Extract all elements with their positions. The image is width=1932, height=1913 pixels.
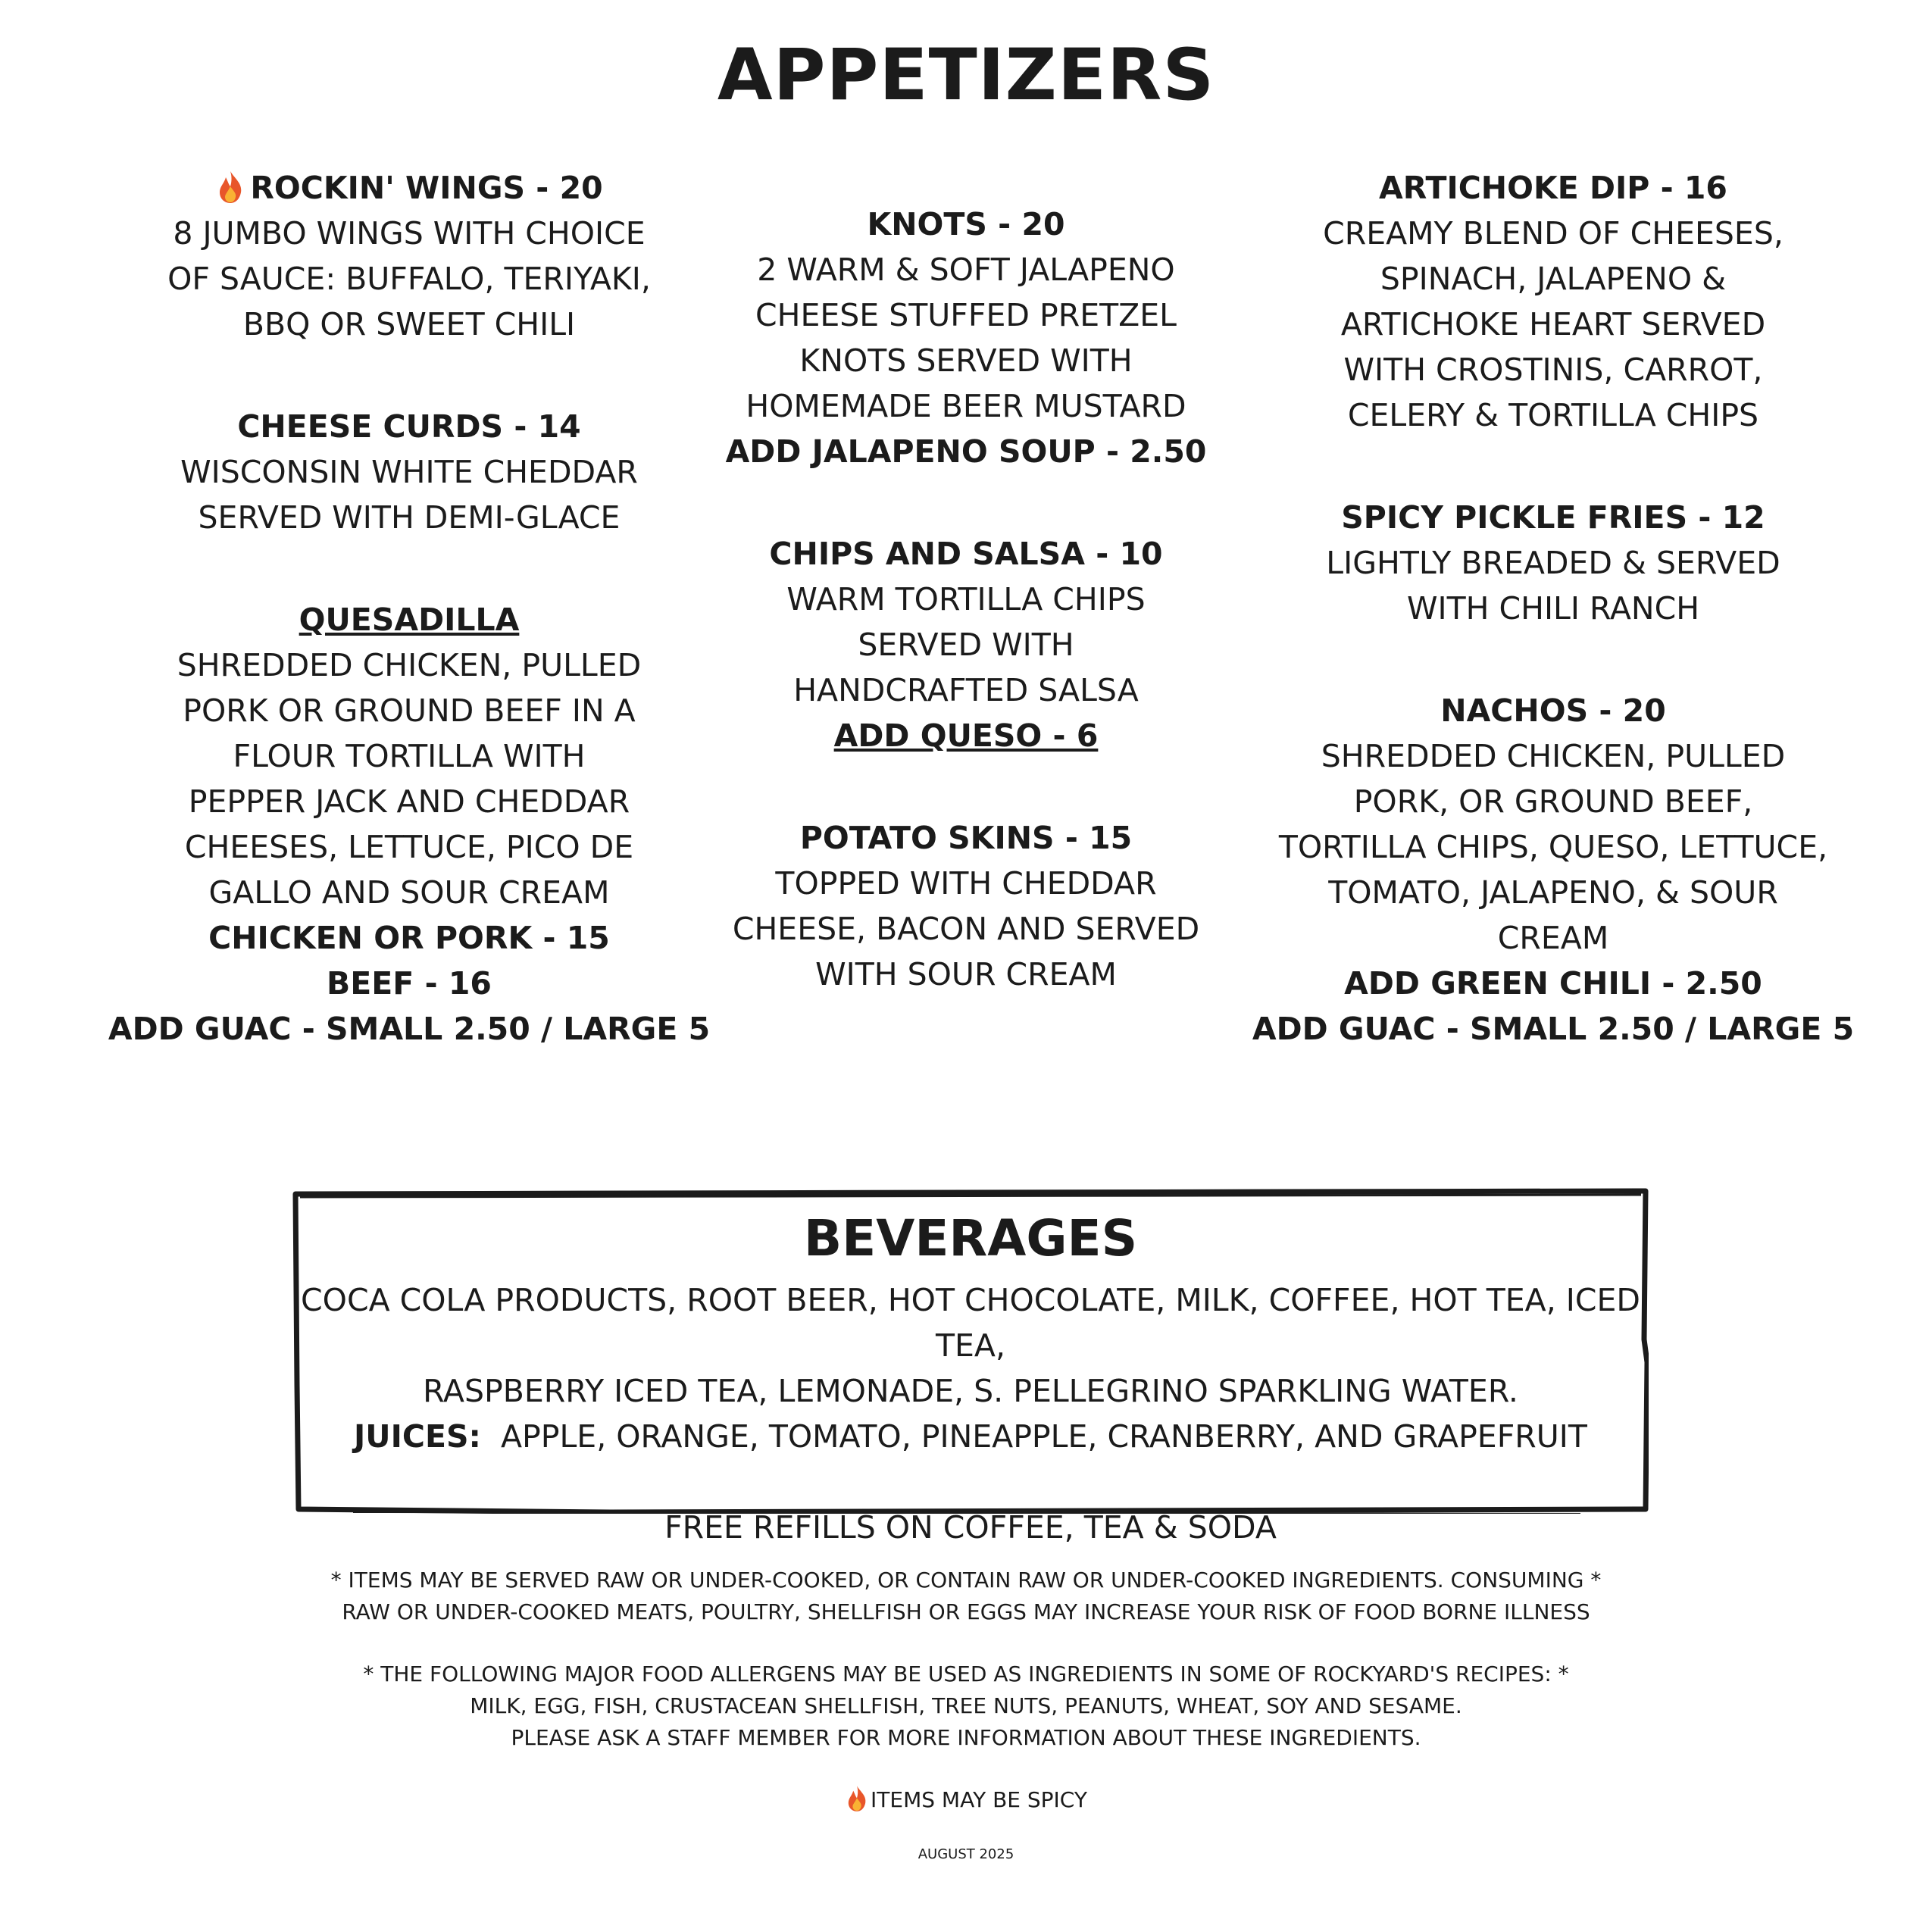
menu-item-quesadilla [98,597,720,1052]
item-name: KNOTS - 20 [867,206,1065,242]
juices-line [292,1414,1649,1459]
note-line: MILK, EGG, FISH, CRUSTACEAN SHELLFISH, TREE NUTS, PEANUTS, WHEAT, SOY AND SESAME. [470,1693,1462,1718]
appetizers-left-column [98,165,720,1108]
item-description: TOPPED WITH CHEDDAR CHEESE, BACON AND SERVED WITH SOUR CREAM [732,865,1200,992]
fire-icon [845,1784,869,1813]
footer-notes [0,1564,1932,1871]
item-description: WARM TORTILLA CHIPS SERVED WITH HANDCRAFTED SALSA [786,581,1146,708]
menu-item-potato-skins [652,815,1280,997]
item-name: ARTICHOKE DIP - 16 [1379,170,1727,206]
beverages-box [292,1188,1649,1546]
note-line: * THE FOLLOWING MAJOR FOOD ALLERGENS MAY BE USED AS INGREDIENTS IN SOME OF ROCKYARD'S RECIPES: * [363,1661,1569,1686]
menu-date: AUGUST 2025 [918,1846,1014,1862]
item-description: SHREDDED CHICKEN, PULLED PORK OR GROUND BEEF IN A FLOUR TORTILLA WITH PEPPER JACK AND CHEDDAR CHEESES, LETTUCE, PICO DE GALLO AND SOUR CREAM [177,647,642,911]
item-name: NACHOS - 20 [1440,692,1666,729]
page-title: APPETIZERS [717,34,1215,117]
item-addon: ADD JALAPENO SOUP - 2.50 [725,433,1207,470]
beverages-content [292,1205,1649,1550]
allergen-warning [0,1658,1932,1754]
menu-item-chips-and-salsa [652,531,1280,758]
item-description: WISCONSIN WHITE CHEDDAR SERVED WITH DEMI-GLACE [180,454,638,536]
item-price-option: BEEF - 16 [327,965,492,1002]
item-name: POTATO SKINS - 15 [799,820,1133,856]
beverages-line: COCA COLA PRODUCTS, ROOT BEER, HOT CHOCOLATE, MILK, COFFEE, HOT TEA, ICED TEA, [301,1282,1640,1364]
menu-item-nachos [1243,688,1864,1052]
item-name: SPICY PICKLE FRIES - 12 [1341,499,1765,536]
menu-item-cheese-curds [98,404,720,540]
refills-note: FREE REFILLS ON COFFEE, TEA & SODA [664,1509,1277,1546]
juices-label: JUICES: [354,1418,481,1455]
item-name: QUESADILLA [299,602,520,638]
note-line: PLEASE ASK A STAFF MEMBER FOR MORE INFORMATION ABOUT THESE INGREDIENTS. [511,1725,1421,1750]
item-description: CREAMY BLEND OF CHEESES, SPINACH, JALAPENO & ARTICHOKE HEART SERVED WITH CROSTINIS, CARROT, CELERY & TORTILLA CHIPS [1323,215,1784,433]
appetizers-right-column [1243,165,1864,1108]
item-name: CHEESE CURDS - 14 [237,408,581,445]
menu-item-knots [652,202,1280,474]
item-addon: ADD GREEN CHILI - 2.50 [1344,965,1762,1002]
menu-item-rockin-wings [98,165,720,347]
beverages-title: BEVERAGES [803,1209,1138,1268]
menu-item-spicy-pickle-fries [1243,495,1864,631]
item-description: SHREDDED CHICKEN, PULLED PORK, OR GROUND BEEF, TORTILLA CHIPS, QUESO, LETTUCE, TOMATO, JALAPENO, & SOUR CREAM [1278,738,1828,956]
item-name: CHIPS AND SALSA - 10 [769,536,1163,572]
item-addon: ADD GUAC - SMALL 2.50 / LARGE 5 [108,1011,711,1047]
raw-food-warning [0,1564,1932,1628]
spicy-legend-text: ITEMS MAY BE SPICY [871,1787,1087,1812]
juices-list: APPLE, ORANGE, TOMATO, PINEAPPLE, CRANBERRY, AND GRAPEFRUIT [500,1418,1587,1455]
item-description: LIGHTLY BREADED & SERVED WITH CHILI RANCH [1326,545,1780,627]
item-addon: ADD QUESO - 6 [833,717,1099,754]
note-line: * ITEMS MAY BE SERVED RAW OR UNDER-COOKED, OR CONTAIN RAW OR UNDER-COOKED INGREDIENTS. CONSUMING * [330,1568,1602,1593]
item-addon: ADD GUAC - SMALL 2.50 / LARGE 5 [1252,1011,1855,1047]
appetizers-middle-column [652,202,1280,1054]
fire-icon [215,170,245,205]
beverages-line: RASPBERRY ICED TEA, LEMONADE, S. PELLEGRINO SPARKLING WATER. [423,1373,1518,1409]
note-line: RAW OR UNDER-COOKED MEATS, POULTRY, SHELLFISH OR EGGS MAY INCREASE YOUR RISK OF FOOD BORNE ILLNESS [342,1599,1590,1624]
menu-item-artichoke-dip [1243,165,1864,438]
item-description: 8 JUMBO WINGS WITH CHOICE OF SAUCE: BUFFALO, TERIYAKI, BBQ OR SWEET CHILI [167,215,651,342]
item-description: 2 WARM & SOFT JALAPENO CHEESE STUFFED PRETZEL KNOTS SERVED WITH HOMEMADE BEER MUSTARD [746,252,1186,424]
item-name: ROCKIN' WINGS - 20 [250,170,603,206]
spicy-legend [0,1784,1932,1816]
item-price-option: CHICKEN OR PORK - 15 [208,920,610,956]
